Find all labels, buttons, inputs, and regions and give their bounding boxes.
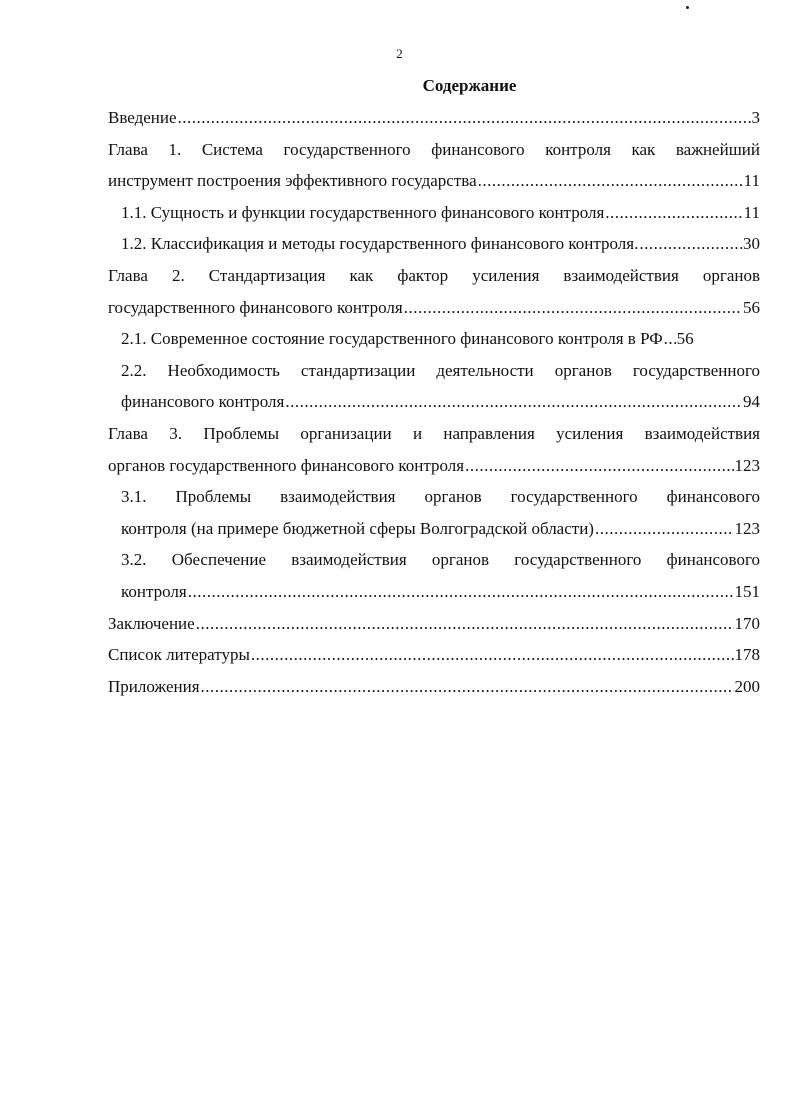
toc-page-number: 3 <box>751 108 760 127</box>
dot-leader <box>664 323 676 355</box>
toc-line <box>121 513 760 545</box>
toc-line <box>108 671 760 703</box>
toc-page-number: 94 <box>743 392 760 412</box>
toc-entry-appendix[interactable] <box>108 671 760 703</box>
toc-entry-text-line2: финансового контроля <box>121 392 285 412</box>
toc-line <box>108 102 760 134</box>
toc-entry-conclusion[interactable] <box>108 608 760 640</box>
toc-entry-section-2-2[interactable] <box>121 355 760 418</box>
toc-entry-text-line1: Глава 3. Проблемы организации и направления усиления взаимодействия <box>108 423 760 443</box>
toc-entry-text: 2.1. Современное состояние государственного финансового контроля в РФ <box>121 329 663 349</box>
toc-entry-text: Введение <box>108 108 177 127</box>
toc-page-number: 56 <box>743 297 760 317</box>
toc-entry-text: Приложения <box>108 676 200 696</box>
toc-page-number: 56 <box>676 329 694 349</box>
toc-entry-text-line2: контроля <box>121 581 187 601</box>
toc-page-number: 123 <box>734 455 760 475</box>
dot-leader <box>404 292 742 324</box>
toc-title-wrapper <box>0 74 799 98</box>
table-of-contents <box>108 102 760 702</box>
toc-page-number: 11 <box>743 171 760 191</box>
toc-entry-section-1-2[interactable] <box>121 228 760 260</box>
dot-leader <box>178 102 751 134</box>
dot-leader <box>595 513 734 545</box>
toc-entry-section-3-2[interactable] <box>121 544 760 607</box>
toc-page-number: 178 <box>734 645 760 665</box>
toc-entry-text: 1.2. Классификация и методы государственного финансового контроля. <box>121 234 639 254</box>
toc-line <box>121 386 760 418</box>
toc-entry-intro[interactable] <box>108 102 760 134</box>
toc-entry-text-line1: Глава 2. Стандартизация как фактор усиления взаимодействия органов <box>108 265 760 285</box>
dot-leader <box>201 671 734 703</box>
toc-page-number: 11 <box>743 202 760 222</box>
toc-line <box>108 608 760 640</box>
toc-entry-text-line2: контроля (на примере бюджетной сферы Волгоградской области) <box>121 518 594 538</box>
toc-entry-text-line2: органов государственного финансового контроля <box>108 455 465 475</box>
toc-entry-literature[interactable] <box>108 639 760 671</box>
dot-leader <box>465 450 733 482</box>
toc-line <box>121 197 760 229</box>
toc-line <box>121 228 760 260</box>
scan-speck <box>686 6 689 9</box>
toc-page-number: 170 <box>734 613 760 633</box>
dot-leader <box>196 608 734 640</box>
toc-entry-chapter-3[interactable] <box>108 418 760 481</box>
toc-line <box>108 639 760 671</box>
toc-page-number: 123 <box>734 518 760 538</box>
toc-entry-text: 1.1. Сущность и функции государственного финансового контроля <box>121 202 605 222</box>
toc-page-number: 30 <box>743 234 760 254</box>
toc-entry-section-1-1[interactable] <box>121 197 760 229</box>
toc-line <box>121 323 760 355</box>
page-number: 2 <box>396 46 403 61</box>
dot-leader <box>639 228 742 260</box>
toc-title: Содержание <box>422 76 517 95</box>
toc-line <box>108 292 760 324</box>
toc-entry-text-line1: Глава 1. Система государственного финансового контроля как важнейший <box>108 139 760 159</box>
toc-entry-section-3-1[interactable] <box>121 481 760 544</box>
dot-leader <box>188 576 734 608</box>
toc-line <box>108 165 760 197</box>
toc-entry-text-line2: государственного финансового контроля <box>108 297 403 317</box>
toc-page-number: 200 <box>734 676 760 696</box>
toc-entry-chapter-2[interactable] <box>108 260 760 323</box>
toc-entry-text-line1: 2.2. Необходимость стандартизации деятельности органов государственного <box>121 360 760 380</box>
dot-leader <box>605 197 742 229</box>
toc-entry-section-2-1[interactable] <box>121 323 760 355</box>
dot-leader <box>478 165 743 197</box>
toc-entry-text-line1: 3.1. Проблемы взаимодействия органов государственного финансового <box>121 487 760 507</box>
toc-entry-text: Список литературы <box>108 645 250 665</box>
toc-entry-text-line2: инструмент построения эффективного государства <box>108 171 477 191</box>
toc-page-number: 151 <box>734 581 760 601</box>
toc-line <box>121 576 760 608</box>
dot-leader <box>285 386 742 418</box>
toc-entry-text-line1: 3.2. Обеспечение взаимодействия органов государственного финансового <box>121 550 760 570</box>
toc-entry-chapter-1[interactable] <box>108 134 760 197</box>
dot-leader <box>251 639 734 671</box>
toc-entry-text: Заключение <box>108 613 195 633</box>
toc-line <box>108 450 760 482</box>
